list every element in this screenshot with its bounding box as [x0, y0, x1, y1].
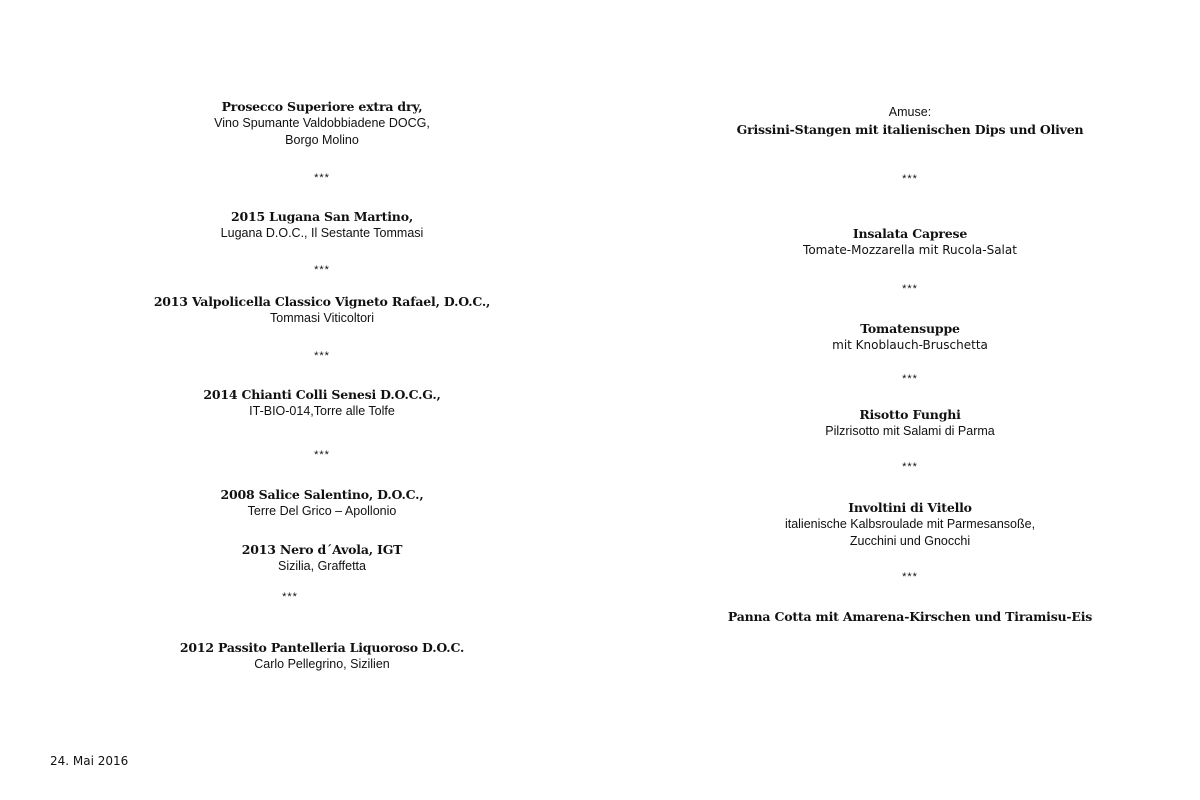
- course-item: [710, 608, 1110, 625]
- wine-title: 2013 Valpolicella Classico Vigneto Rafael, D.O.C.,: [153, 294, 491, 309]
- separator: ***: [902, 571, 918, 583]
- wine-title: 2014 Chianti Colli Senesi D.O.C.G.,: [203, 387, 441, 402]
- course-item: [710, 499, 1110, 550]
- course-title: Tomatensuppe: [860, 321, 960, 336]
- wine-description: Terre Del Grico – Apollonio: [247, 504, 397, 518]
- wine-description: Tommasi Viticoltori: [270, 311, 374, 325]
- course-description: Pilzrisotto mit Salami di Parma: [825, 424, 995, 438]
- wine-title: 2015 Lugana San Martino,: [231, 209, 413, 224]
- amuse-title: Grissini-Stangen mit italienischen Dips und Oliven: [736, 122, 1084, 137]
- separator: ***: [902, 461, 918, 473]
- amuse-label: Amuse:: [888, 105, 932, 119]
- course-description: Tomate-Mozzarella mit Rucola-Salat: [803, 243, 1017, 257]
- wine-description: Lugana D.O.C., Il Sestante Tommasi: [220, 226, 424, 240]
- wine-description: Carlo Pellegrino, Sizilien: [254, 657, 390, 671]
- separator: ***: [314, 172, 330, 184]
- separator: ***: [314, 449, 330, 461]
- wine-description: Vino Spumante Valdobbiadene DOCG,: [214, 116, 430, 130]
- wine-item: [122, 639, 522, 673]
- wine-description: IT-BIO-014,Torre alle Tolfe: [249, 404, 395, 418]
- separator: ***: [314, 350, 330, 362]
- footer-date: 24. Mai 2016: [50, 754, 129, 768]
- amuse-item: [710, 104, 1110, 138]
- wine-item: [122, 486, 522, 520]
- course-description: Zucchini und Gnocchi: [849, 534, 971, 548]
- course-title: Involtini di Vitello: [848, 500, 972, 515]
- course-item: [710, 320, 1110, 354]
- wine-item: [122, 386, 522, 420]
- wine-item: [122, 293, 522, 327]
- separator: ***: [902, 283, 918, 295]
- wine-title: 2012 Passito Pantelleria Liquoroso D.O.C.: [179, 640, 465, 655]
- separator: ***: [902, 373, 918, 385]
- wine-title: Prosecco Superiore extra dry,: [221, 99, 423, 114]
- course-description: italienische Kalbsroulade mit Parmesansoße,: [784, 517, 1036, 531]
- course-description: mit Knoblauch-Bruschetta: [832, 338, 988, 352]
- wine-item: [122, 98, 522, 149]
- wine-description: Sizilia, Graffetta: [277, 559, 366, 573]
- course-item: [710, 225, 1110, 259]
- wine-item: [122, 208, 522, 242]
- separator: ***: [314, 264, 330, 276]
- wine-title: 2013 Nero d´Avola, IGT: [241, 542, 403, 557]
- course-title: Risotto Funghi: [859, 407, 961, 422]
- wine-title: 2008 Salice Salentino, D.O.C.,: [220, 487, 424, 502]
- wine-description: Borgo Molino: [285, 133, 359, 147]
- course-item: [710, 406, 1110, 440]
- course-title: Panna Cotta mit Amarena-Kirschen und Tiramisu-Eis: [727, 609, 1093, 624]
- separator: ***: [282, 591, 298, 603]
- separator: ***: [902, 173, 918, 185]
- wine-item: [122, 541, 522, 575]
- course-title: Insalata Caprese: [852, 226, 968, 241]
